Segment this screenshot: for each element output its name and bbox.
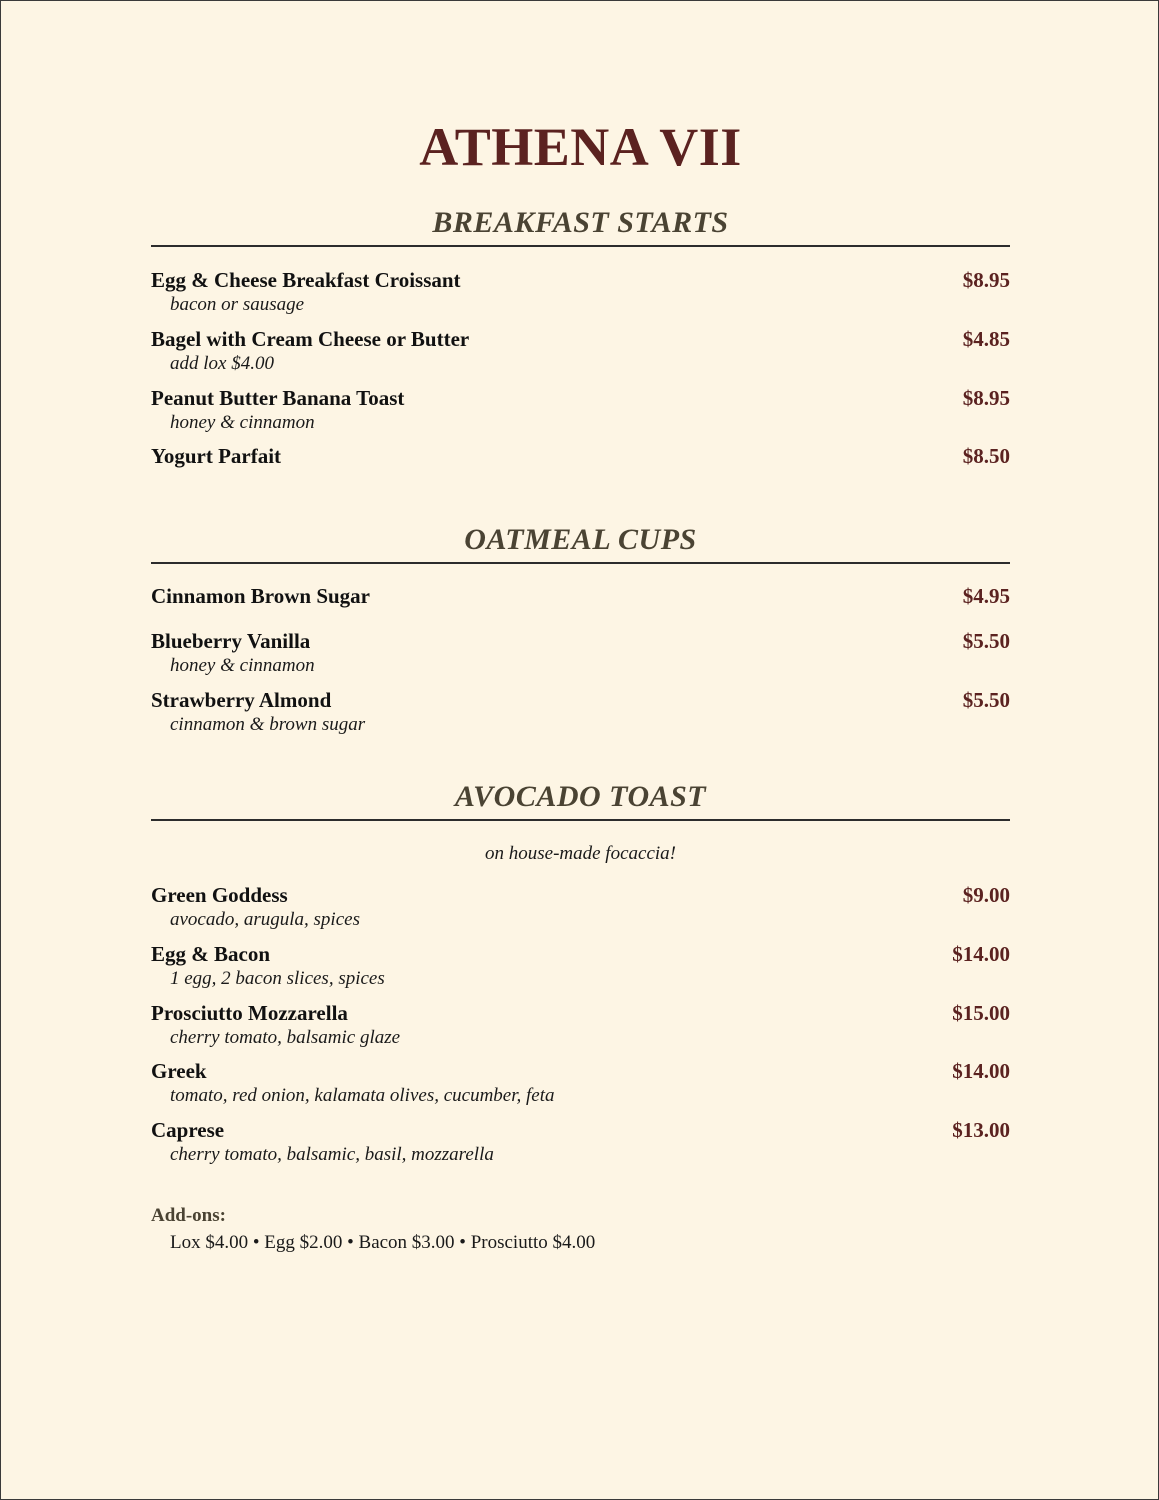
item-price: $8.50 bbox=[962, 444, 1010, 468]
menu-item bbox=[151, 1058, 1010, 1108]
section-heading: AVOCADO TOAST bbox=[454, 780, 707, 813]
section-avocado-toast-header bbox=[151, 779, 1010, 821]
section-divider bbox=[151, 819, 1010, 821]
menu-item bbox=[151, 267, 1010, 317]
menu-item bbox=[151, 385, 1010, 435]
item-name: Egg & Cheese Breakfast Croissant bbox=[151, 268, 461, 292]
section-heading: BREAKFAST STARTS bbox=[432, 206, 729, 239]
item-price: $8.95 bbox=[962, 386, 1010, 410]
item-name: Prosciutto Mozzarella bbox=[151, 1001, 348, 1025]
item-price: $4.95 bbox=[962, 584, 1010, 608]
item-description: tomato, red onion, kalamata olives, cucumber, feta bbox=[170, 1085, 555, 1106]
item-price: $14.00 bbox=[952, 942, 1010, 966]
addons-label: Add-ons: bbox=[151, 1205, 226, 1226]
item-name: Blueberry Vanilla bbox=[151, 629, 311, 653]
item-description: add lox $4.00 bbox=[170, 353, 274, 374]
section-divider bbox=[151, 245, 1010, 247]
item-description: avocado, arugula, spices bbox=[170, 909, 360, 930]
item-price: $14.00 bbox=[952, 1059, 1010, 1083]
item-name: Strawberry Almond bbox=[151, 688, 332, 712]
addons-list: Lox $4.00 • Egg $2.00 • Bacon $3.00 • Prosciutto $4.00 bbox=[170, 1232, 596, 1253]
menu-item bbox=[151, 1117, 1010, 1167]
item-description: cherry tomato, balsamic glaze bbox=[170, 1027, 401, 1048]
restaurant-title: ATHENA VII bbox=[419, 117, 742, 177]
item-name: Cinnamon Brown Sugar bbox=[151, 584, 371, 608]
item-description: honey & cinnamon bbox=[170, 412, 315, 433]
menu-item bbox=[151, 583, 1010, 609]
menu-item bbox=[151, 443, 1010, 469]
item-price: $8.95 bbox=[962, 268, 1010, 292]
menu-item bbox=[151, 882, 1010, 932]
item-description: 1 egg, 2 bacon slices, spices bbox=[170, 968, 385, 989]
item-name: Yogurt Parfait bbox=[151, 444, 282, 468]
section-breakfast-starts-header bbox=[151, 205, 1010, 247]
item-name: Green Goddess bbox=[151, 883, 288, 907]
item-description: bacon or sausage bbox=[170, 294, 305, 315]
item-price: $5.50 bbox=[962, 629, 1010, 653]
item-price: $5.50 bbox=[962, 688, 1010, 712]
item-name: Greek bbox=[151, 1059, 207, 1083]
item-name: Peanut Butter Banana Toast bbox=[151, 386, 405, 410]
item-price: $15.00 bbox=[952, 1001, 1010, 1025]
menu-item bbox=[151, 1000, 1010, 1050]
item-description: honey & cinnamon bbox=[170, 655, 315, 676]
item-price: $4.85 bbox=[962, 327, 1010, 351]
section-divider bbox=[151, 562, 1010, 564]
section-oatmeal-cups-header bbox=[151, 522, 1010, 564]
section-heading: OATMEAL CUPS bbox=[464, 523, 697, 556]
menu-item bbox=[151, 628, 1010, 678]
section-note: on house-made focaccia! bbox=[485, 843, 676, 864]
menu-item bbox=[151, 687, 1010, 737]
item-name: Egg & Bacon bbox=[151, 942, 271, 966]
item-description: cinnamon & brown sugar bbox=[170, 714, 366, 735]
menu-item bbox=[151, 941, 1010, 991]
item-name: Caprese bbox=[151, 1118, 225, 1142]
item-name: Bagel with Cream Cheese or Butter bbox=[151, 327, 470, 351]
menu-item bbox=[151, 326, 1010, 376]
item-description: cherry tomato, balsamic, basil, mozzarella bbox=[170, 1144, 494, 1165]
item-price: $13.00 bbox=[952, 1118, 1010, 1142]
item-price: $9.00 bbox=[962, 883, 1010, 907]
